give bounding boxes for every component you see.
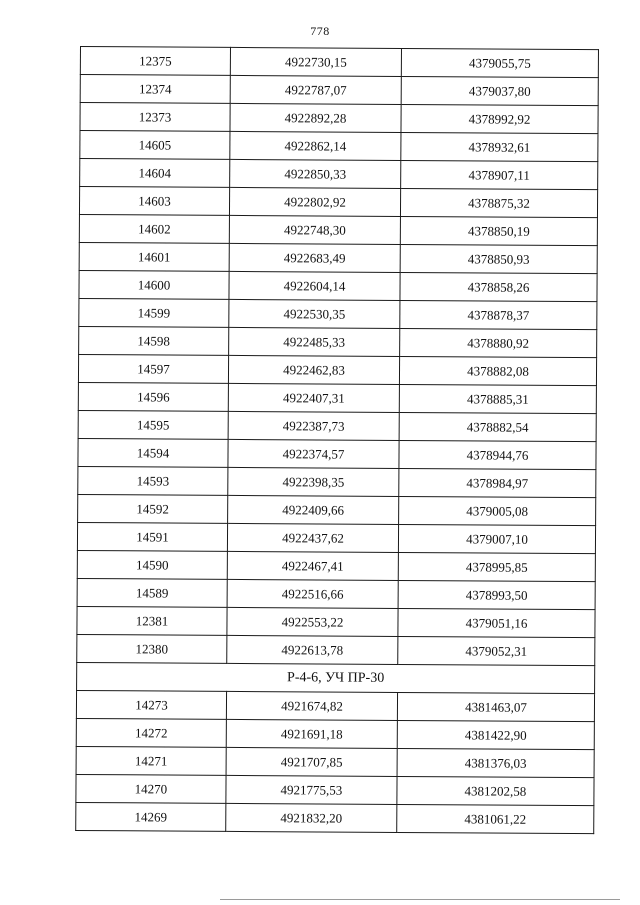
table-row: [79, 326, 597, 357]
x-coordinate-cell: 4922485,33: [229, 327, 400, 356]
x-coordinate-cell: 4922683,49: [229, 243, 400, 272]
point-id-cell: 14593: [78, 466, 228, 495]
coordinates-table-body-b: [76, 690, 595, 833]
table-row: [76, 746, 594, 777]
y-coordinate-cell: 4381422,90: [397, 720, 594, 749]
table-row: [76, 774, 594, 805]
x-coordinate-cell: 4922787,07: [230, 75, 401, 104]
table-row: [76, 690, 594, 721]
y-coordinate-cell: 4378984,97: [399, 468, 596, 497]
table-row: [78, 382, 596, 413]
y-coordinate-cell: 4378850,93: [400, 244, 597, 273]
y-coordinate-cell: 4378878,37: [400, 300, 597, 329]
y-coordinate-cell: 4379007,10: [398, 524, 595, 553]
y-coordinate-cell: 4379051,16: [398, 608, 595, 637]
table-row: [80, 75, 598, 106]
point-id-cell: 14590: [77, 550, 227, 579]
point-id-cell: 14269: [76, 802, 226, 831]
y-coordinate-cell: 4378880,92: [400, 328, 597, 357]
point-id-cell: 12375: [80, 47, 230, 76]
y-coordinate-cell: 4379055,75: [401, 48, 598, 77]
y-coordinate-cell: 4381376,03: [397, 748, 594, 777]
x-coordinate-cell: 4921691,18: [226, 719, 397, 748]
point-id-cell: 12380: [77, 634, 227, 663]
coordinates-table: [75, 46, 599, 834]
table-row: [79, 270, 597, 301]
x-coordinate-cell: 4922553,22: [227, 607, 398, 636]
point-id-cell: 12381: [77, 606, 227, 635]
point-id-cell: 14273: [76, 690, 226, 719]
table-row: [79, 298, 597, 329]
point-id-cell: 12373: [80, 103, 230, 132]
point-id-cell: 14603: [79, 187, 229, 216]
table-row: [78, 466, 596, 497]
point-id-cell: 12374: [80, 75, 230, 104]
x-coordinate-cell: 4921832,20: [226, 803, 397, 832]
x-coordinate-cell: 4922802,92: [229, 187, 400, 216]
table-row: [78, 438, 596, 469]
table-row: [79, 214, 597, 245]
table-row: [77, 522, 595, 553]
point-id-cell: 14599: [79, 298, 229, 327]
point-id-cell: 14602: [79, 214, 229, 243]
table-row: [80, 103, 598, 134]
x-coordinate-cell: 4922862,14: [230, 131, 401, 160]
table-row: [80, 159, 598, 190]
y-coordinate-cell: 4378885,31: [399, 384, 596, 413]
x-coordinate-cell: 4922467,41: [227, 551, 398, 580]
y-coordinate-cell: 4381202,58: [397, 776, 594, 805]
y-coordinate-cell: 4378944,76: [399, 440, 596, 469]
coordinates-sheet: [75, 46, 598, 834]
y-coordinate-cell: 4378993,50: [398, 580, 595, 609]
y-coordinate-cell: 4378907,11: [401, 160, 598, 189]
y-coordinate-cell: 4381463,07: [397, 692, 594, 721]
table-row: [78, 494, 596, 525]
table-row: [80, 131, 598, 162]
y-coordinate-cell: 4378882,54: [399, 412, 596, 441]
x-coordinate-cell: 4922387,73: [228, 411, 399, 440]
table-row: [77, 578, 595, 609]
point-id-cell: 14591: [77, 522, 227, 551]
x-coordinate-cell: 4922398,35: [228, 467, 399, 496]
y-coordinate-cell: 4378995,85: [398, 552, 595, 581]
x-coordinate-cell: 4922604,14: [229, 271, 400, 300]
page-number: 778: [310, 24, 330, 38]
x-coordinate-cell: 4922374,57: [228, 439, 399, 468]
y-coordinate-cell: 4378858,26: [400, 272, 597, 301]
x-coordinate-cell: 4922516,66: [227, 579, 398, 608]
x-coordinate-cell: 4922437,62: [227, 523, 398, 552]
y-coordinate-cell: 4378932,61: [401, 132, 598, 161]
table-row: [77, 634, 595, 665]
x-coordinate-cell: 4921707,85: [226, 747, 397, 776]
x-coordinate-cell: 4922409,66: [228, 495, 399, 524]
point-id-cell: 14596: [78, 382, 228, 411]
x-coordinate-cell: 4922850,33: [230, 159, 401, 188]
coordinates-table-body-a: [77, 47, 599, 666]
x-coordinate-cell: 4921674,82: [226, 691, 397, 720]
y-coordinate-cell: 4379037,80: [401, 76, 598, 105]
x-coordinate-cell: 4922748,30: [229, 215, 400, 244]
section-header-row: [77, 662, 595, 693]
bottom-scan-edge: [220, 899, 620, 900]
table-row: [78, 410, 596, 441]
table-row: [77, 550, 595, 581]
table-row: [76, 802, 594, 833]
y-coordinate-cell: 4379052,31: [398, 636, 595, 665]
point-id-cell: 14601: [79, 242, 229, 271]
point-id-cell: 14594: [78, 438, 228, 467]
x-coordinate-cell: 4921775,53: [226, 775, 397, 804]
point-id-cell: 14598: [79, 326, 229, 355]
table-row: [78, 354, 596, 385]
point-id-cell: 14272: [76, 718, 226, 747]
x-coordinate-cell: 4922730,15: [230, 47, 401, 76]
point-id-cell: 14595: [78, 410, 228, 439]
point-id-cell: 14589: [77, 578, 227, 607]
y-coordinate-cell: 4381061,22: [397, 804, 594, 833]
point-id-cell: 14271: [76, 746, 226, 775]
x-coordinate-cell: 4922530,35: [229, 299, 400, 328]
y-coordinate-cell: 4378992,92: [401, 104, 598, 133]
point-id-cell: 14604: [80, 159, 230, 188]
section-title: Р-4-6, УЧ ПР-30: [77, 662, 595, 693]
table-row: [79, 187, 597, 218]
point-id-cell: 14605: [80, 131, 230, 160]
x-coordinate-cell: 4922462,83: [228, 355, 399, 384]
point-id-cell: 14592: [78, 494, 228, 523]
point-id-cell: 14597: [78, 354, 228, 383]
x-coordinate-cell: 4922407,31: [228, 383, 399, 412]
y-coordinate-cell: 4378875,32: [400, 188, 597, 217]
point-id-cell: 14600: [79, 270, 229, 299]
y-coordinate-cell: 4378850,19: [400, 216, 597, 245]
point-id-cell: 14270: [76, 774, 226, 803]
y-coordinate-cell: 4378882,08: [399, 356, 596, 385]
table-row: [80, 47, 598, 78]
table-row: [76, 718, 594, 749]
y-coordinate-cell: 4379005,08: [399, 496, 596, 525]
section-header-group: [77, 662, 595, 693]
x-coordinate-cell: 4922613,78: [227, 635, 398, 664]
table-row: [79, 242, 597, 273]
table-row: [77, 606, 595, 637]
x-coordinate-cell: 4922892,28: [230, 103, 401, 132]
